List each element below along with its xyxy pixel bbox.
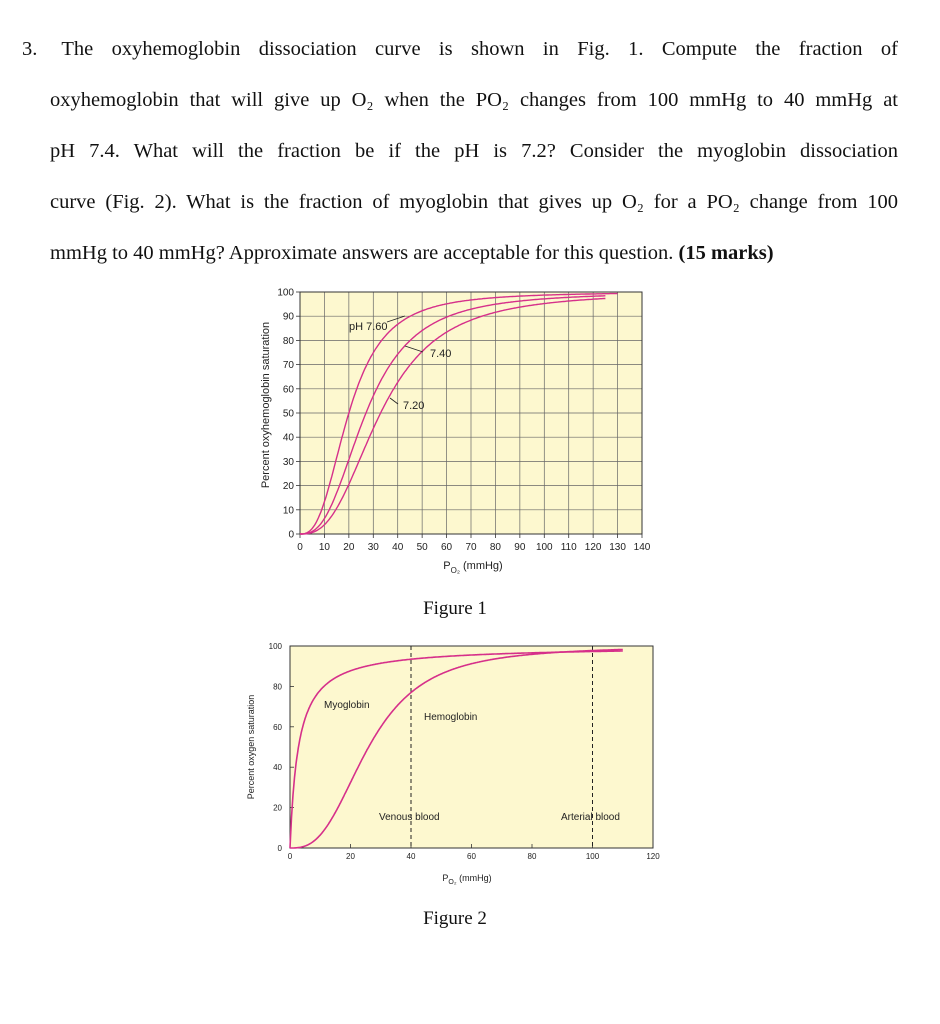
x-tick-label: 10 xyxy=(318,542,330,553)
x-tick-label: 80 xyxy=(527,852,537,861)
x-tick-label: 50 xyxy=(416,542,428,553)
y-tick-label: 80 xyxy=(273,682,282,692)
label-venous-blood: Venous blood xyxy=(379,812,440,823)
y-tick-label: 20 xyxy=(273,803,282,813)
y-tick-label: 40 xyxy=(273,763,282,773)
y-tick-label: 60 xyxy=(273,722,282,732)
x-tick-label: 40 xyxy=(392,542,404,553)
x-tick-label: 100 xyxy=(585,852,600,861)
question-line-5: mmHg to 40 mmHg? Approximate answers are acceptable for this question. (15 marks) xyxy=(50,242,774,264)
x-tick-label: 120 xyxy=(584,542,602,553)
x-tick-label: 20 xyxy=(346,852,355,861)
x-tick-label: 70 xyxy=(465,542,477,553)
label-ph740: 7.40 xyxy=(430,348,452,360)
label-hemoglobin: Hemoglobin xyxy=(424,712,478,723)
y-tick-label: 50 xyxy=(282,408,294,420)
y-tick-label: 20 xyxy=(282,481,294,493)
figure-1-caption: Figure 1 xyxy=(423,598,487,619)
y-tick-label: 10 xyxy=(282,505,294,517)
label-myoglobin: Myoglobin xyxy=(324,700,370,711)
x-tick-label: 60 xyxy=(467,852,476,861)
label-ph760: pH 7.60 xyxy=(349,321,388,333)
marks: (15 marks) xyxy=(678,242,774,264)
x-tick-label: 0 xyxy=(297,542,303,553)
x-tick-label: 60 xyxy=(441,542,453,553)
y-tick-label: 100 xyxy=(268,642,282,651)
y-tick-label: 70 xyxy=(282,360,294,372)
figure-1-chart xyxy=(255,280,675,580)
x-tick-label: 100 xyxy=(535,542,553,553)
question-line-1: 3. The oxyhemoglobin dissociation curve is shown in Fig. 1. Compute the fraction of xyxy=(22,38,898,60)
question-number: 3. xyxy=(22,38,38,60)
fig2-ylabel: Percent oxygen saturation xyxy=(246,694,256,800)
x-tick-label: 20 xyxy=(343,542,355,553)
x-tick-label: 0 xyxy=(287,852,293,861)
x-tick-label: 130 xyxy=(609,542,626,553)
fig1-xlabel: $P_{O_2}$ (mmHg) xyxy=(443,560,503,575)
label-ph720: 7.20 xyxy=(403,400,425,412)
x-tick-label: 110 xyxy=(560,542,577,553)
question-line-2: oxyhemoglobin that will give up O₂ when the PO₂ changes from 100 mmHg to 40 mmHg at xyxy=(50,89,898,111)
y-tick-label: 30 xyxy=(282,456,294,468)
y-tick-label: 0 xyxy=(288,529,294,541)
y-tick-label: 90 xyxy=(282,311,294,323)
x-tick-label: 80 xyxy=(489,542,501,553)
y-tick-label: 0 xyxy=(277,844,282,853)
question-line-4: curve (Fig. 2). What is the fraction of myoglobin that gives up O₂ for a PO₂ change from 100 xyxy=(50,191,898,213)
figure-2-chart xyxy=(242,636,672,886)
question-line-3: pH 7.4. What will the fraction be if the pH is 7.2? Consider the myoglobin dissociation xyxy=(50,140,898,162)
fig1-ylabel: Percent oxyhemoglobin saturation xyxy=(260,321,272,489)
x-tick-label: 90 xyxy=(514,542,526,553)
figure-2-caption: Figure 2 xyxy=(423,908,487,929)
x-tick-label: 30 xyxy=(367,542,379,553)
x-tick-label: 140 xyxy=(633,542,651,553)
y-tick-label: 40 xyxy=(282,432,294,444)
x-tick-label: 40 xyxy=(406,852,416,861)
y-tick-label: 80 xyxy=(282,335,294,347)
x-tick-label: 120 xyxy=(646,852,660,861)
y-tick-label: 100 xyxy=(277,287,294,299)
y-tick-label: 60 xyxy=(282,384,294,396)
fig2-xlabel: $P_{O_2}$ (mmHg) xyxy=(442,873,492,886)
label-arterial-blood: Arterial blood xyxy=(561,812,620,823)
question-text xyxy=(22,24,898,279)
